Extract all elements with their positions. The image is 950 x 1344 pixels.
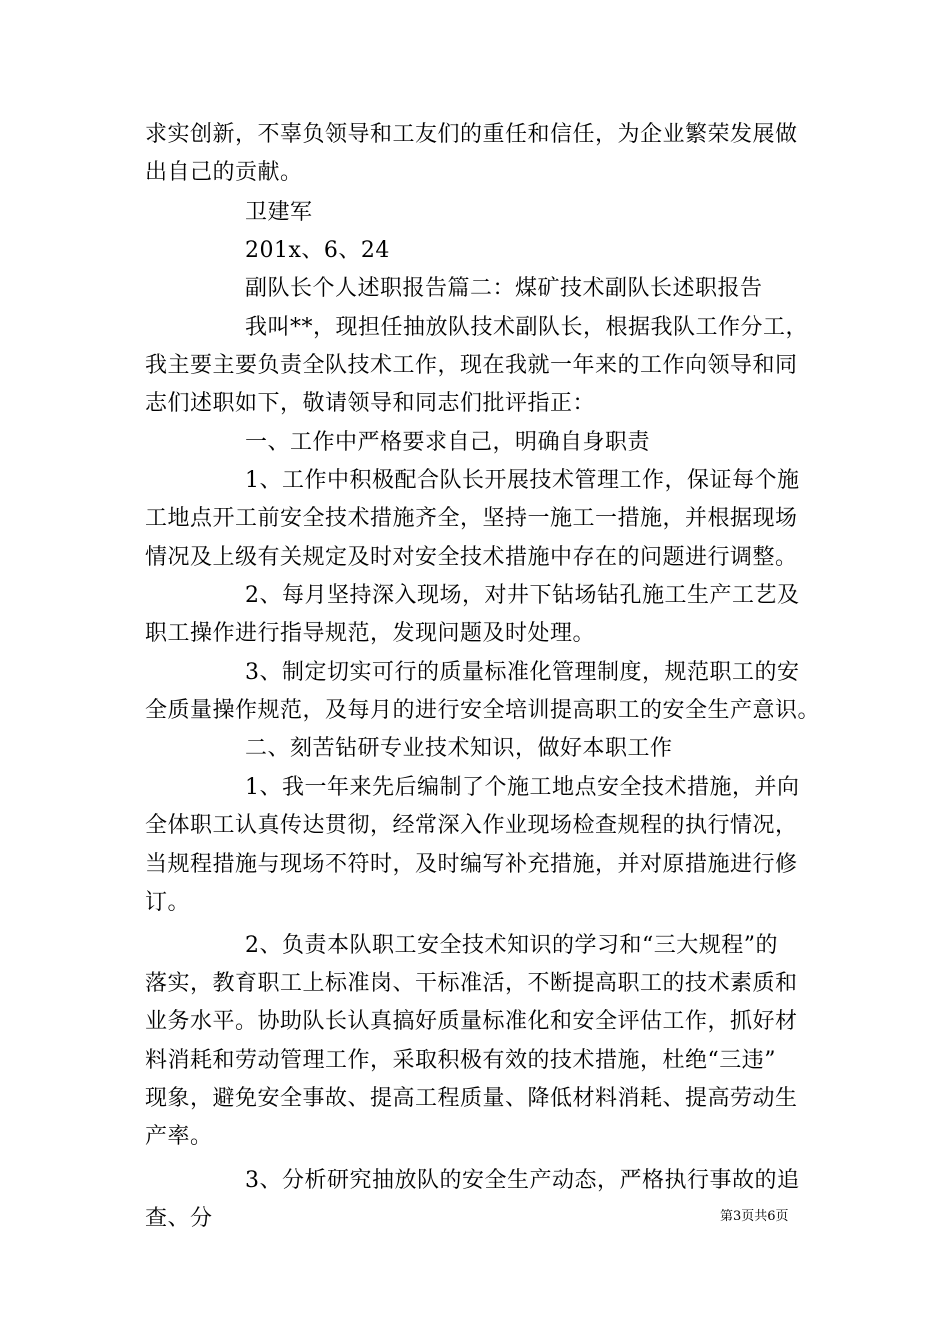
text-line: 情况及上级有关规定及时对安全技术措施中存在的问题进行调整。 xyxy=(145,545,798,570)
text-line: 3、分析研究抽放队的安全生产动态，严格执行事故的追 xyxy=(245,1168,800,1193)
text-line: 当规程措施与现场不符时，及时编写补充措施，并对原措施进行修 xyxy=(145,852,798,877)
text-line: 工地点开工前安全技术措施齐全，坚持一施工一措施，并根据现场 xyxy=(145,506,798,531)
text-line: 2、每月坚持深入现场，对井下钻场钻孔施工生产工艺及 xyxy=(245,583,800,608)
text-line: 全质量操作规范，及每月的进行安全培训提高职工的安全生产意识。 xyxy=(145,698,821,723)
text-line: 业务水平。协助队长认真搞好质量标准化和安全评估工作，抓好材 xyxy=(145,1009,798,1034)
text-line: 现象，避免安全事故、提高工程质量、降低材料消耗、提高劳动生 xyxy=(145,1086,798,1111)
signature-date: 201x、6、24 xyxy=(245,238,390,263)
text-line: 职工操作进行指导规范，发现问题及时处理。 xyxy=(145,621,596,646)
text-line: 志们述职如下，敬请领导和同志们批评指正： xyxy=(145,391,596,416)
text-line: 查、分 xyxy=(145,1206,213,1231)
text-line: 出自己的贡献。 xyxy=(145,160,303,185)
heading-2: 二、刻苦钻研专业技术知识，做好本职工作 xyxy=(245,736,673,761)
text-line: 全体职工认真传达贯彻，经常深入作业现场检查规程的执行情况， xyxy=(145,813,798,838)
text-line: 订。 xyxy=(145,890,191,915)
signature-name: 卫建军 xyxy=(245,200,313,225)
text-line: 我主要主要负责全队技术工作，现在我就一年来的工作向领导和同 xyxy=(145,353,798,378)
text-line: 1、工作中积极配合队长开展技术管理工作，保证每个施 xyxy=(245,468,800,493)
text-line: 落实，教育职工上标准岗、干标准活，不断提高职工的技术素质和 xyxy=(145,971,798,996)
text-line: 料消耗和劳动管理工作，采取积极有效的技术措施，杜绝“三违” xyxy=(145,1048,776,1073)
page-number: 第3页共6页 xyxy=(720,1209,789,1224)
text-line: 1、我一年来先后编制了个施工地点安全技术措施，并向 xyxy=(245,775,800,800)
text-line: 产率。 xyxy=(145,1124,213,1149)
text-line: 2、负责本队职工安全技术知识的学习和“三大规程”的 xyxy=(245,933,778,958)
text-line: 3、制定切实可行的质量标准化管理制度，规范职工的安 xyxy=(245,660,800,685)
text-line: 求实创新，不辜负领导和工友们的重任和信任，为企业繁荣发展做 xyxy=(145,122,798,147)
text-line: 我叫**，现担任抽放队技术副队长，根据我队工作分工， xyxy=(245,315,809,340)
heading-1: 一、工作中严格要求自己，明确自身职责 xyxy=(245,430,651,455)
section-title: 副队长个人述职报告篇二：煤矿技术副队长述职报告 xyxy=(245,276,763,301)
